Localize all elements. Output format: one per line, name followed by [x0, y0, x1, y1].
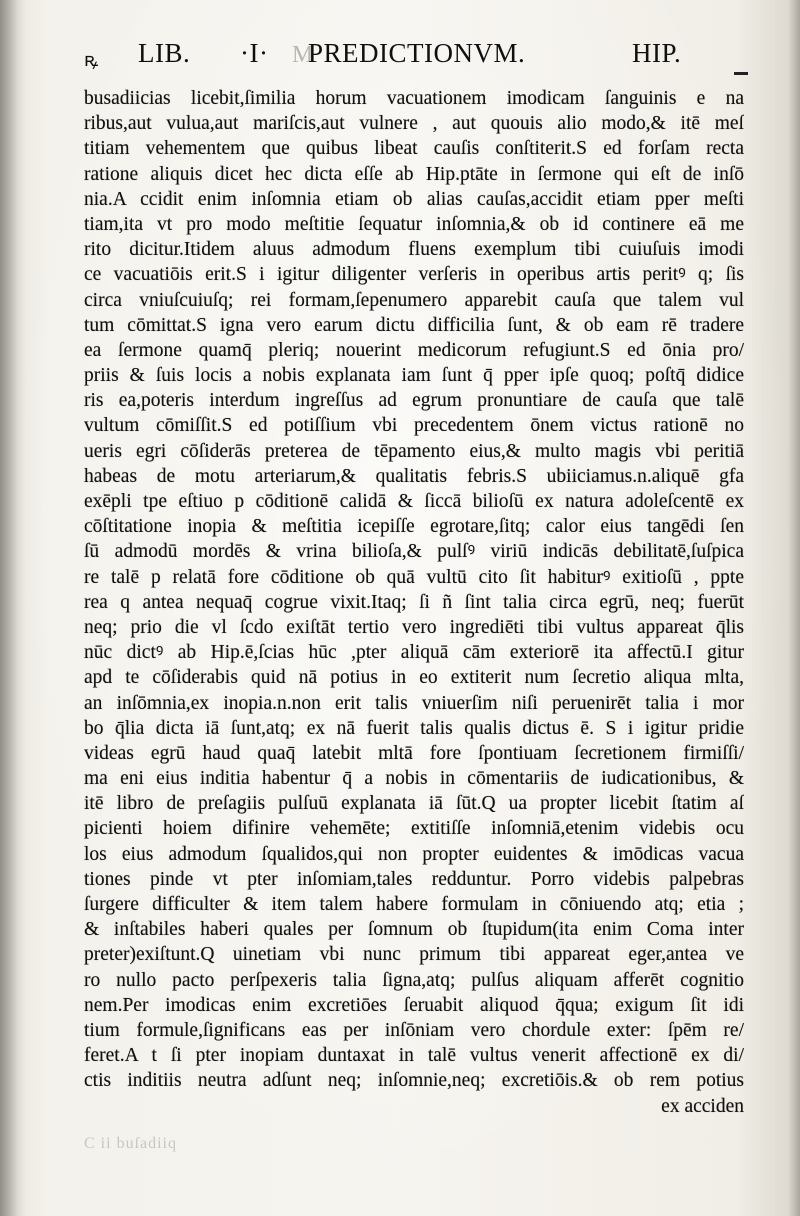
text-line: apd te cōſiderabis quid nā potius in eo extiterit num ſecretio aliqua mlta,	[84, 667, 744, 689]
body-text	[84, 86, 744, 1119]
text-line: re talē p relatā fore cōditione ob quā vultū cito ſit habiturꝰ exitioſū , ppte	[84, 566, 744, 588]
text-line: nem.Per imodicas enim excretiōes ſeruabit aliquod q̄qua; exigum ſit idi	[84, 994, 744, 1016]
text-line: tiam,ita vt pro modo meſtitie ſequatur inſomnia,& ob id continere eā me	[84, 213, 744, 235]
book-label: LIB.	[138, 38, 191, 68]
text-line: ro nullo pacto perſpexeris talia ſigna,atq; pulſus aliquam afferēt cognitio	[84, 969, 744, 991]
text-line: & inſtabiles haberi quales per ſomnum ob ſtupidum(ita enim Coma inter	[84, 919, 744, 941]
bleed-through-text: C ii buſadiiq	[84, 1135, 177, 1152]
text-line: circa vniuſcuiuſq; rei formam,ſepenumero apparebit cauſa que talem vul	[84, 289, 744, 311]
text-line: busadiicias licebit,ſimilia horum vacuationem imodicam ſanguinis e na	[84, 88, 744, 109]
text-line: nūc dictꝰ ab Hip.ē,ſcias hūc ,pter aliquā cām exteriorē ita affectū.I gitur	[84, 642, 744, 664]
text-line: ma eni eius inditia habentur q̄ a nobis in cōmentariis de iudicationibus, &	[84, 768, 744, 790]
text-line: an inſōmnia,ex inopia.n.non erit talis vniuerſim niſi peruenirēt talia i mor	[84, 692, 744, 714]
text-line: picienti hoiem difinire vehemēte; extitiſſe inſomniā,etenim videbis ocu	[84, 818, 744, 840]
text-line: tiones pinde vt pter inſomiam,tales redduntur. Porro videbis palpebras	[84, 868, 744, 890]
text-line: cōſtitatione inopia & meſtitia icepiſſe egrotare,ſitq; calor eius tangēdi ſen	[84, 516, 744, 538]
text-line: preter)exiſtunt.Q uinetiam vbi nunc primum tibi appareat eger,antea ve	[84, 944, 744, 966]
book-numeral: ·I·	[240, 38, 269, 68]
text-line: tium formule,ſignificans eas per inſōniam vero chordule exter: ſpēm re/	[84, 1019, 744, 1041]
text-line: ce vacuatiōis erit.S i igitur diligenter verſeris in operibus artis peritꝰ q; ſis	[84, 264, 744, 286]
running-head	[84, 38, 744, 82]
text-line: titiam vehementem que quibus libeat cauſis conſtiterit.S ed forſam recta	[84, 138, 744, 160]
page-edge-shadow	[788, 0, 800, 1216]
text-line: habeas de motu arteriarum,& qualitatis febris.S ubiiciamus.n.aliquē gfa	[84, 465, 744, 487]
text-line: rea q antea nequaq̄ cogrue vixit.Itaq; ſi ñ ſint talia circa egrū, neq; fuerūt	[84, 591, 744, 613]
text-line: neq; prio die vl ſcdo exiſtāt tertio vero ingrediēti tibi vultus appareat q̄lis	[84, 616, 744, 638]
text-line: bo q̄lia dicta iā ſunt,atq; ex nā fuerit talis qualis dictus ē. S i igitur pridie	[84, 717, 744, 739]
text-line: priis & ſuis locis a nobis explanata iam ſunt q̄ pper ipſe quoq; poſtq̄ didice	[84, 365, 744, 387]
text-line: exēpli tpe eſtiuo p cōditionē calidā & ſiccā bilioſū ex natura adoleſcentē ex	[84, 491, 744, 512]
folio-number: ꝶ	[84, 50, 99, 71]
text-line: ctis inditiis neutra adſunt neq; inſomnie,neq; excretiōis.& ob rem potius	[84, 1070, 744, 1092]
text-line: ex acciden	[661, 1095, 744, 1117]
text-line: videas egrū haud quaq̄ latebit mltā fore ſpontiuam ſecretionem firmiſſi/	[84, 742, 744, 764]
text-line: ſurgere difficulter & item talem habere formulam in cōniuendo atq; etia ;	[84, 894, 744, 915]
text-line: itē libro de preſagiis pulſuū explanata iā ſūt.Q ua propter licebit ſtatim aſ	[84, 793, 744, 815]
text-line: rito dicitur.Itidem aluus admodum fluens exemplum tibi cuiuſuis imodi	[84, 239, 744, 261]
text-line: ris ea,poteris interdum ingreſſus ad egrum pronuntiare de cauſa que talē	[84, 390, 744, 412]
text-line: tum cōmittat.S igna vero earum dictu difficilia ſunt, & ob eam rē tradere	[84, 314, 744, 336]
text-line: ribus,aut vulua,aut mariſcis,aut vulnere , aut quouis alio modo,& itē meſ	[84, 113, 744, 135]
catchword-dash	[734, 72, 748, 75]
running-title: PREDICTIONVM.	[308, 38, 526, 68]
text-line: ſū admodū mordēs & vrina bilioſa,& pulſꝰ viriū indicās debilitatē,ſuſpica	[84, 541, 744, 563]
text-line: nia.A ccidit enim inſomnia etiam ob alias cauſas,accidit etiam pper meſti	[84, 188, 744, 210]
section-label: HIP.	[632, 38, 682, 68]
text-line: feret.A t ſi pter inopiam duntaxat in talē vultus venerit affectionē ex di/	[84, 1045, 744, 1067]
text-line: ueris egri cōſiderās preterea de tēpamento eius,& multo magis vbi peritiā	[84, 440, 744, 462]
text-line: vultum cōmiſſit.S ed potiſſium vbi precedentem ōnem victus rationē no	[84, 415, 744, 437]
text-line: los eius admodum ſqualidos,qui non propter euidentes & imōdicas vacua	[84, 843, 744, 865]
gutter-shadow	[0, 0, 26, 1216]
show-through-letter: M	[292, 42, 314, 68]
text-line: ea ſermone quamq̄ pleriq; nouerint medicorum refugiunt.S ed ōnia pro/	[84, 339, 744, 361]
text-line: ratione aliquis dicet hec dicta eſſe ab Hip.ptāte in ſermone qui eſt de inſō	[84, 163, 744, 185]
